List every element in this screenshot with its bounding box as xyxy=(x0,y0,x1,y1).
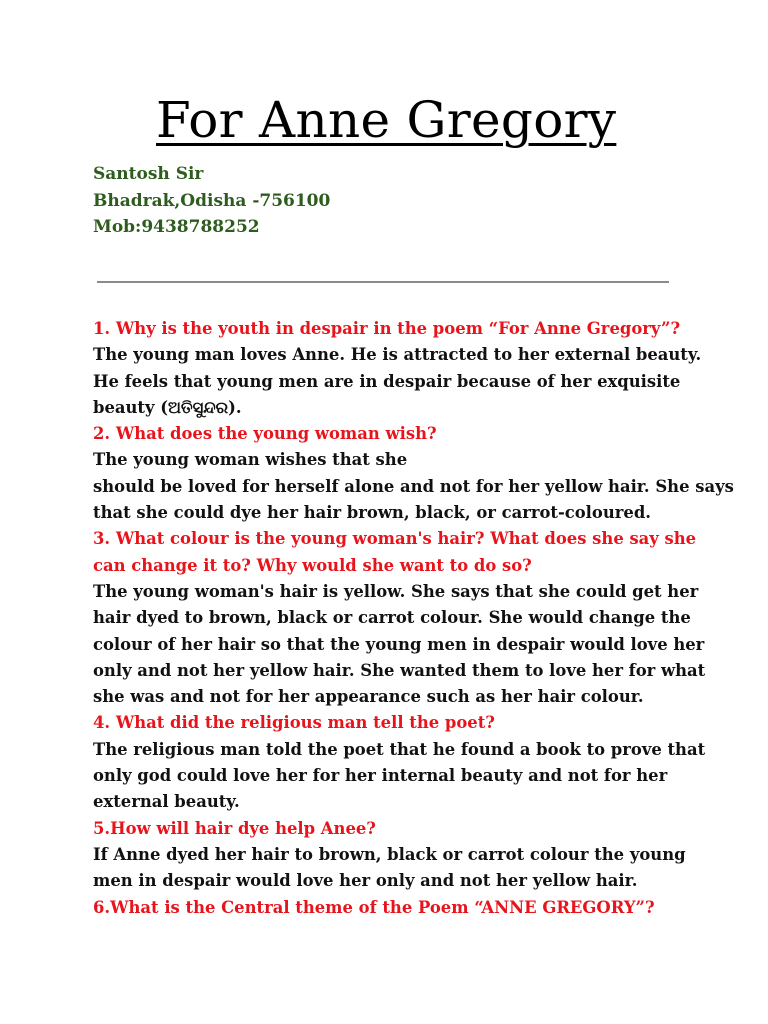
question-line: 5.How will hair dye help Anee? xyxy=(93,818,376,838)
answer-line: that she could dye her hair brown, black, or carrot-coloured. xyxy=(93,503,651,523)
answer-line: beauty (ଅତିସୁନ୍ଦର). xyxy=(93,397,242,417)
question-line: 3. What colour is the young woman's hair? What does she say she xyxy=(93,529,697,549)
author-name: Santosh Sir xyxy=(93,164,204,184)
author-mobile: Mob:9438788252 xyxy=(93,217,260,237)
qa-section xyxy=(93,316,734,921)
answer-line: colour of her hair so that the young men in despair would love her xyxy=(93,634,705,654)
qa-item xyxy=(93,816,693,895)
page-title: For Anne Gregory xyxy=(156,91,617,149)
author-block xyxy=(93,161,330,241)
question-line: 6.What is the Central theme of the Poem “ANNE GREGORY”? xyxy=(93,897,655,917)
answer-line: hair dyed to brown, black or carrot colour. She would change the xyxy=(93,608,691,628)
question-line: can change it to? Why would she want to do so? xyxy=(93,555,532,575)
question-line: 4. What did the religious man tell the poet? xyxy=(93,713,495,733)
answer-line: she was and not for her appearance such as her hair colour. xyxy=(93,687,644,707)
answer-line: The young woman wishes that she xyxy=(93,450,408,470)
question-line: 1. Why is the youth in despair in the poem “For Anne Gregory”? xyxy=(93,319,681,338)
qa-item xyxy=(93,710,706,815)
answer-line: If Anne dyed her hair to brown, black or carrot colour the young xyxy=(93,844,686,864)
answer-line: men in despair would love her only and not her yellow hair. xyxy=(93,871,638,891)
answer-line: external beauty. xyxy=(93,792,240,812)
author-location: Bhadrak,Odisha -756100 xyxy=(93,190,331,211)
answer-line: He feels that young men are in despair because of her exquisite xyxy=(93,371,681,391)
answer-line: only and not her yellow hair. She wanted them to love her for what xyxy=(93,660,706,680)
answer-line: only god could love her for her internal beauty and not for her xyxy=(93,766,668,786)
answer-line: The young woman's hair is yellow. She says that she could get her xyxy=(93,581,699,601)
qa-item xyxy=(93,895,693,921)
answer-line: should be loved for herself alone and not for her yellow hair. She says xyxy=(93,476,734,496)
question-line: 2. What does the young woman wish? xyxy=(93,424,437,444)
qa-item xyxy=(93,316,702,421)
answer-line: The young man loves Anne. He is attracted to her external beauty. xyxy=(93,345,702,365)
answer-line: The religious man told the poet that he found a book to prove that xyxy=(93,739,706,759)
horizontal-divider xyxy=(97,281,669,283)
qa-item xyxy=(93,421,734,526)
qa-item xyxy=(93,526,706,710)
